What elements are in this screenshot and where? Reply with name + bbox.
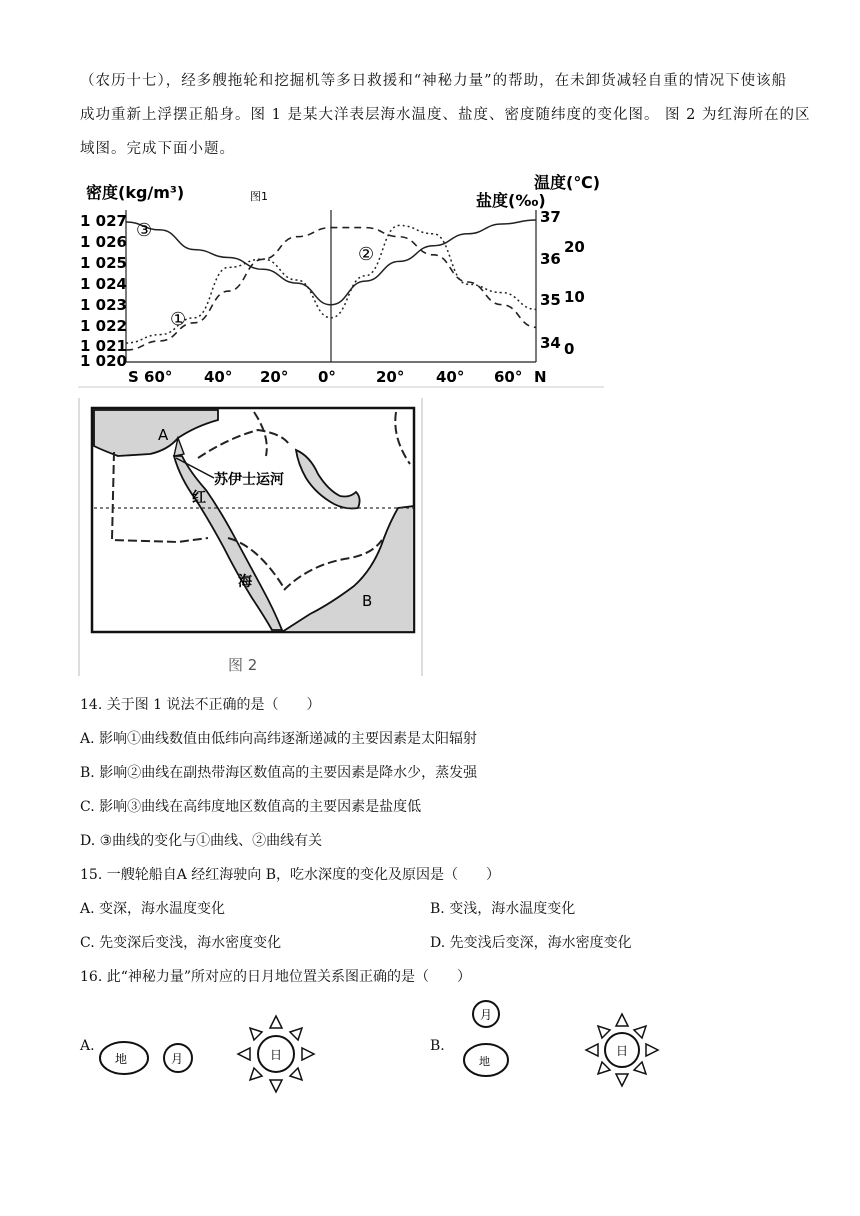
curve-label-3: ③ bbox=[136, 220, 153, 241]
sun-ray bbox=[616, 1074, 628, 1086]
density-tick: 1 022 bbox=[80, 317, 127, 335]
red-sea-label-2: 海 bbox=[238, 574, 252, 590]
sun-ray bbox=[290, 1028, 302, 1040]
salinity-tick: 37 bbox=[540, 208, 561, 226]
sun-label: 日 bbox=[270, 1048, 283, 1062]
figure-1-title: 图1 bbox=[250, 190, 268, 203]
sun-ray bbox=[646, 1044, 658, 1056]
question-15-option-c[interactable]: C. 先变深后变浅，海水密度变化 bbox=[80, 935, 282, 951]
sun-ray bbox=[616, 1014, 628, 1026]
suez-canal-label: 苏伊士运河 bbox=[214, 472, 284, 488]
point-b-label: B bbox=[362, 592, 373, 610]
density-tick-labels bbox=[80, 212, 127, 370]
latitude-tick: N bbox=[534, 368, 547, 386]
sun-ray bbox=[598, 1062, 610, 1074]
question-16-stem: 16. 此“神秘力量”所对应的日月地位置关系图正确的是（ ） bbox=[80, 969, 472, 985]
salinity-tick: 36 bbox=[540, 250, 561, 268]
question-15-stem: 15. 一艘轮船自A 经红海驶向 B，吃水深度的变化及原因是（ ） bbox=[80, 867, 501, 883]
question-14-option-c[interactable]: C. 影响③曲线在高纬度地区数值高的主要因素是盐度低 bbox=[80, 799, 422, 815]
latitude-tick: 40° bbox=[436, 368, 465, 386]
density-axis-label: 密度(kg/m³) bbox=[86, 183, 185, 202]
question-14-option-b[interactable]: B. 影响②曲线在副热带海区数值高的主要因素是降水少，蒸发强 bbox=[80, 765, 478, 781]
sun-ray bbox=[290, 1068, 302, 1080]
latitude-tick-labels bbox=[128, 368, 547, 386]
temperature-axis-label: 温度(℃) bbox=[534, 173, 601, 192]
sun-ray bbox=[598, 1026, 610, 1038]
latitude-tick: S 60° bbox=[128, 368, 173, 386]
salinity-tick: 35 bbox=[540, 291, 561, 309]
question-15-option-a[interactable]: A. 变深，海水温度变化 bbox=[80, 901, 226, 917]
sun-ray bbox=[250, 1028, 262, 1040]
option-a-diagram[interactable] bbox=[96, 1008, 336, 1098]
sun-ray bbox=[270, 1016, 282, 1028]
salinity-axis-label: 盐度(‰) bbox=[476, 191, 546, 210]
figure-2-map bbox=[78, 398, 424, 678]
temperature-tick: 10 bbox=[564, 288, 585, 306]
latitude-tick: 20° bbox=[260, 368, 289, 386]
density-tick: 1 027 bbox=[80, 212, 127, 230]
question-14-stem: 14. 关于图 1 说法不正确的是（ ） bbox=[80, 697, 321, 713]
latitude-tick: 40° bbox=[204, 368, 233, 386]
latitude-tick: 0° bbox=[318, 368, 336, 386]
question-14-option-a[interactable]: A. 影响①曲线数值由低纬向高纬逐渐递减的主要因素是太阳辐射 bbox=[80, 731, 478, 747]
curve-label-2: ② bbox=[358, 244, 375, 265]
latitude-tick: 60° bbox=[494, 368, 523, 386]
latitude-tick: 20° bbox=[376, 368, 405, 386]
density-tick: 1 020 bbox=[80, 352, 127, 370]
sun-ray bbox=[250, 1068, 262, 1080]
sun-ray bbox=[270, 1080, 282, 1092]
passage-line-3: 域图。完成下面小题。 bbox=[80, 141, 235, 157]
option-b-diagram[interactable] bbox=[452, 1000, 672, 1100]
temperature-tick-labels bbox=[564, 238, 585, 358]
passage-line-1: （农历十七），经多艘拖轮和挖掘机等多日救援和“神秘力量”的帮助，在未卸货减轻自重的情况下使该船 bbox=[80, 73, 788, 89]
salinity-tick-labels bbox=[540, 208, 561, 352]
density-tick: 1 023 bbox=[80, 296, 127, 314]
density-tick: 1 025 bbox=[80, 254, 127, 272]
question-14-option-d[interactable]: D. ③曲线的变化与①曲线、②曲线有关 bbox=[80, 833, 323, 849]
density-tick: 1 021 bbox=[80, 337, 127, 355]
passage-line-2: 成功重新上浮摆正船身。图 1 是某大洋表层海水温度、盐度、密度随纬度的变化图。 图 2 为红海所在的区 bbox=[80, 107, 811, 123]
sun-ray bbox=[302, 1048, 314, 1060]
moon-label: 月 bbox=[171, 1052, 184, 1066]
point-a-label: A bbox=[158, 426, 169, 444]
passage bbox=[80, 64, 811, 166]
question-15-option-d[interactable]: D. 先变浅后变深，海水密度变化 bbox=[430, 935, 632, 951]
earth-label: 地 bbox=[479, 1055, 490, 1068]
sun-icon bbox=[238, 1016, 314, 1092]
sun-ray bbox=[238, 1048, 250, 1060]
sun-label: 日 bbox=[616, 1044, 629, 1058]
temperature-tick: 20 bbox=[564, 238, 585, 256]
figure-2-caption: 图 2 bbox=[228, 656, 258, 674]
salinity-tick: 34 bbox=[540, 334, 561, 352]
temperature-tick: 0 bbox=[564, 340, 575, 358]
density-tick: 1 024 bbox=[80, 275, 127, 293]
question-16-option-b-letter[interactable]: B. bbox=[430, 1038, 445, 1054]
density-tick: 1 026 bbox=[80, 233, 127, 251]
sun-ray bbox=[634, 1026, 646, 1038]
question-16-option-a-letter[interactable]: A. bbox=[80, 1038, 95, 1054]
question-15-option-b[interactable]: B. 变浅，海水温度变化 bbox=[430, 901, 576, 917]
curve-label-1: ① bbox=[170, 309, 187, 330]
sun-ray bbox=[634, 1062, 646, 1074]
sun-ray bbox=[586, 1044, 598, 1056]
earth-label: 地 bbox=[115, 1052, 128, 1066]
sun-icon bbox=[586, 1014, 658, 1086]
figure-1-chart bbox=[78, 170, 604, 388]
moon-label: 月 bbox=[480, 1008, 493, 1022]
red-sea-label-1: 红 bbox=[192, 490, 206, 506]
